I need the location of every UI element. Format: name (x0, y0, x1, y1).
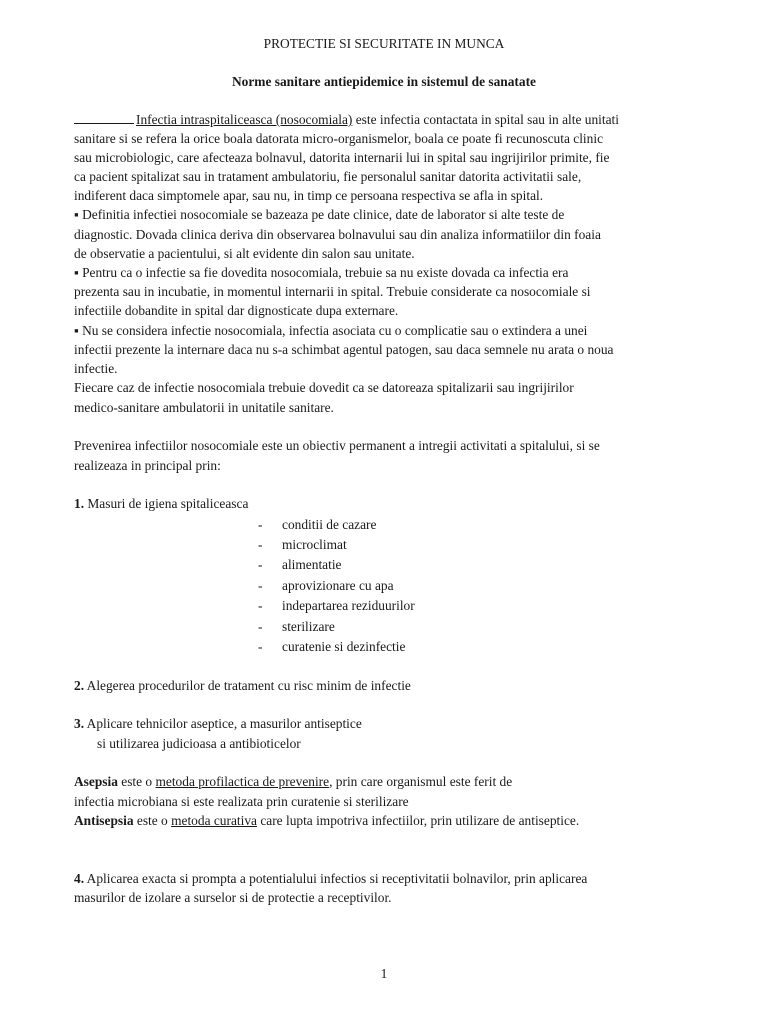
list-dash: - (258, 619, 263, 634)
section-4-heading (74, 871, 587, 887)
section-3-text: Aplicare tehnicilor aseptice, a masurilor antiseptice (84, 716, 362, 731)
list-item: curatenie si dezinfectie (282, 639, 406, 654)
prevention-line-1: Prevenirea infectiilor nosocomiale este un obiectiv permanent a intregii activitati a spitalului, si se (74, 438, 600, 453)
section-3-line-2: si utilizarea judicioasa a antibioticelor (97, 736, 301, 751)
list-item: conditii de cazare (282, 517, 377, 532)
bullet-2-line-2: prezenta sau in incubatie, in momentul internarii in spital. Trebuie considerate ca nosocomiale si (74, 284, 591, 299)
list-dash: - (258, 598, 263, 613)
intro-line-4: ca pacient spitalizat sau in tratament ambulatoriu, fie personalul sanitar datorita activitatii sale, (74, 169, 582, 184)
section-3-heading (74, 716, 362, 732)
list-item: sterilizare (282, 619, 335, 634)
section-4-line-2: masurilor de izolare a surselor si de protectie a receptivilor. (74, 890, 392, 905)
asepsia-mid: este o (117, 774, 156, 789)
section-2-heading (74, 678, 411, 694)
list-dash: - (258, 537, 263, 552)
every-case-line-1: Fiecare caz de infectie nosocomiala trebuie dovedit ca se datoreaza spitalizarii sau ingrijirilor (74, 380, 574, 395)
asepsia-line-1 (74, 774, 512, 790)
bullet-3-line-1: ▪ Nu se considera infectie nosocomiala, infectia asociata cu o complicatie sau o extindera a unei (74, 323, 588, 338)
bullet-1-line-1: ▪ Definitia infectiei nosocomiale se bazeaza pe date clinice, date de laborator si alte teste de (74, 207, 565, 222)
intro-text: este infectia contactata in spital sau in alte unitati (352, 112, 619, 127)
section-4-number: 4. (74, 871, 85, 886)
page-title: PROTECTIE SI SECURITATE IN MUNCA (263, 36, 505, 51)
section-2-text: Alegerea procedurilor de tratament cu risc minim de infectie (84, 678, 411, 693)
intro-line-5: indiferent daca simptomele apar, sau nu, in timp ce persoana respectiva se afla in spital. (74, 188, 544, 203)
antisepsia-term: Antisepsia (74, 813, 134, 828)
list-dash: - (258, 517, 263, 532)
list-dash: - (258, 578, 263, 593)
section-2-number: 2. (74, 678, 85, 693)
section-1-heading (74, 496, 248, 512)
page-subtitle: Norme sanitare antiepidemice in sistemul de sanatate (232, 74, 536, 89)
asepsia-definition: metoda profilactica de prevenire (155, 774, 330, 789)
section-1-text: Masuri de igiena spitaliceasca (84, 496, 249, 511)
bullet-1-line-2: diagnostic. Dovada clinica deriva din observarea bolnavului sau din analiza informatiilor din foaia (74, 227, 601, 242)
antisepsia-rest: care lupta impotriva infectiilor, prin utilizare de antiseptice. (256, 813, 580, 828)
intro-term: Infectia intraspitaliceasca (nosocomiala) (136, 112, 353, 127)
prevention-line-2: realizeaza in principal prin: (74, 458, 221, 473)
antisepsia-mid: este o (133, 813, 172, 828)
asepsia-term: Asepsia (74, 774, 118, 789)
antisepsia-line (74, 813, 579, 829)
section-4-text: Aplicarea exacta si prompta a potentialului infectios si receptivitatii bolnavilor, prin aplicarea (84, 871, 588, 886)
asepsia-line-2: infectia microbiana si este realizata prin curatenie si sterilizare (74, 794, 409, 809)
list-item: alimentatie (282, 557, 342, 572)
list-item: microclimat (282, 537, 347, 552)
intro-line-1 (74, 112, 619, 128)
list-item: aprovizionare cu apa (282, 578, 394, 593)
blank-underline (74, 112, 134, 124)
section-3-number: 3. (74, 716, 85, 731)
bullet-3-line-3: infectie. (74, 361, 118, 376)
bullet-2-line-1: ▪ Pentru ca o infectie sa fie dovedita nosocomiala, trebuie sa nu existe dovada ca infectia era (74, 265, 569, 280)
list-dash: - (258, 557, 263, 572)
intro-line-2: sanitare si se refera la orice boala datorata micro-organismelor, boala ce poate fi recunoscuta clinic (74, 131, 604, 146)
list-dash: - (258, 639, 263, 654)
asepsia-rest: , prin care organismul este ferit de (329, 774, 513, 789)
bullet-3-line-2: infectii prezente la internare daca nu s-a schimbat agentul patogen, sau daca semnele nu arata o noua (74, 342, 614, 357)
intro-line-3: sau microbiologic, care afecteaza bolnavul, datorita internarii lui in spital sau ingrijirilor primite, fie (74, 150, 610, 165)
bullet-2-line-3: infectiile dobandite in spital dar dignosticate dupa externare. (74, 303, 399, 318)
section-1-number: 1. (74, 496, 85, 511)
bullet-1-line-3: de observatie a pacientului, si alt evidente din salon sau unitate. (74, 246, 415, 261)
antisepsia-definition: metoda curativa (171, 813, 257, 828)
every-case-line-2: medico-sanitare ambulatorii in unitatile sanitare. (74, 400, 334, 415)
page-number: 1 (380, 966, 388, 981)
list-item: indepartarea reziduurilor (282, 598, 415, 613)
